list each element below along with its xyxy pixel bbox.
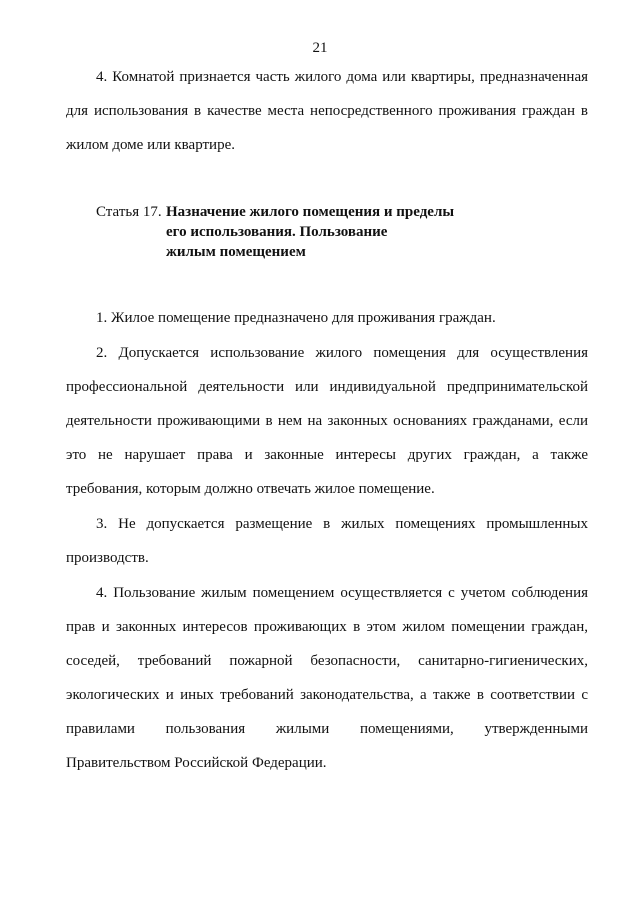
paragraph-1: 1. Жилое помещение предназначено для проживания граждан. <box>96 310 496 326</box>
page-number: 21 <box>312 40 328 56</box>
paragraph-2: 2. Допускается использование жилого помещения для осуществления профессиональной деятельности или индивидуальной предпринимательской деятельности проживающими в нем на законных основаниях гражданами, если это не нарушает права и законные интересы других граждан, а также требования, которым должно отвечать жилое помещение. <box>66 345 588 497</box>
article-title-line: его использования. Пользование <box>166 224 388 240</box>
article-label: Статья 17. <box>96 204 162 220</box>
article-title <box>166 202 546 262</box>
paragraph-4: 4. Пользование жилым помещением осуществляется с учетом соблюдения прав и законных интересов проживающих в этом жилом помещении граждан, соседей, требований пожарной безопасности, санитарно-гигиенических, экологических и иных требований законодательства, а также в соответствии с правилами пользования жилыми помещениями, утвержденными Правительством Российской Федерации. <box>66 585 588 771</box>
paragraph-3: 3. Не допускается размещение в жилых помещениях промышленных производств. <box>66 516 588 566</box>
article-title-line: жилым помещением <box>166 244 306 260</box>
article-title-line: Назначение жилого помещения и пределы <box>166 204 455 220</box>
paragraph-room-definition: 4. Комнатой признается часть жилого дома или квартиры, предназначенная для использования в качестве места непосредственного проживания граждан в жилом доме или квартире. <box>66 69 588 153</box>
